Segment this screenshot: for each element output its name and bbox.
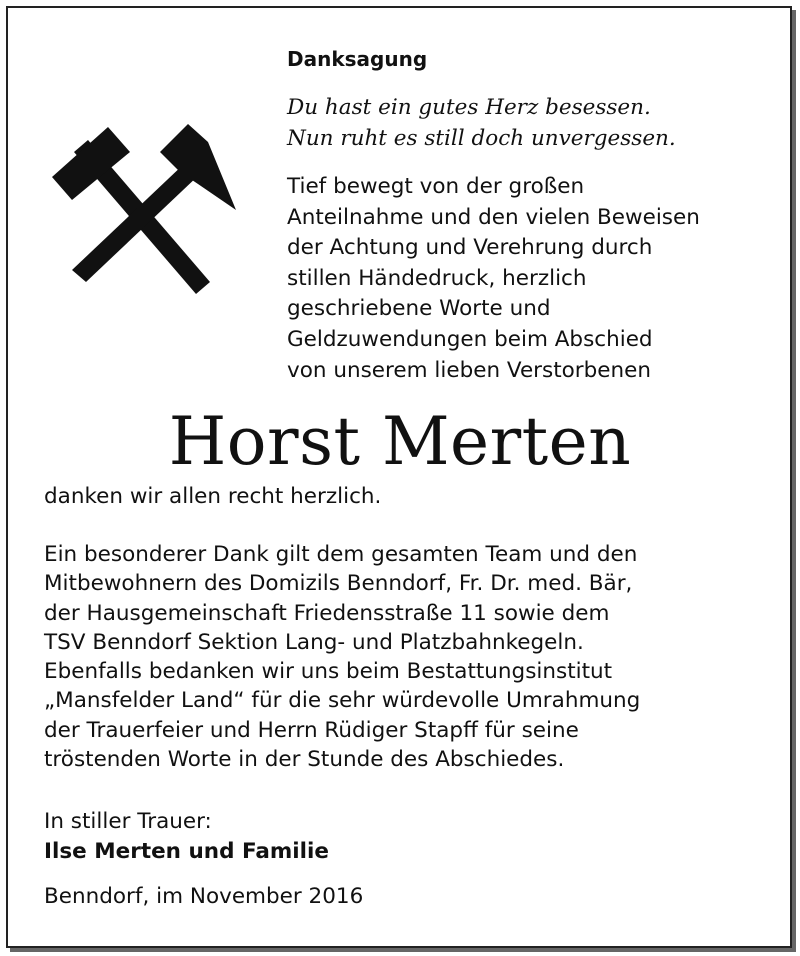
mourning-label: In stiller Trauer: [44,809,212,834]
family-signature: Ilse Merten und Familie [44,839,329,864]
memorial-poem: Du hast ein gutes Herz besessen. Nun ruht es still doch unvergessen. [287,95,676,151]
notice-heading: Danksagung [287,47,428,71]
special-thanks-paragraph: Ein besonderer Dank gilt dem gesamten Team und den Mitbewohnern des Domizils Benndorf, Fr. Dr. med. Bär, der Hausgemeinschaft Friedensstraße 11 sowie dem TSV Benndorf Sektion Lang- und Platzbahnkegeln. Ebenfalls bedanken wir uns beim Bestattungsinstitut „Mansfelder Land“ für die sehr würdevolle Umrahmung der Trauerfeier und Herrn Rüdiger Stapff für seine tröstenden Worte in der Stunde des Abschiedes. [44,542,641,773]
hammer-and-pick-icon [48,122,238,297]
place-and-date: Benndorf, im November 2016 [44,884,364,909]
deceased-name: Horst Merten [168,403,632,480]
thanks-line: danken wir allen recht herzlich. [44,484,382,509]
intro-paragraph: Tief bewegt von der großen Anteilnahme und den vielen Beweisen der Achtung und Verehrung durch stillen Händedruck, herzlich geschriebene Worte und Geldzuwendungen beim Abschied von unserem lieben Verstorbenen [287,174,700,383]
